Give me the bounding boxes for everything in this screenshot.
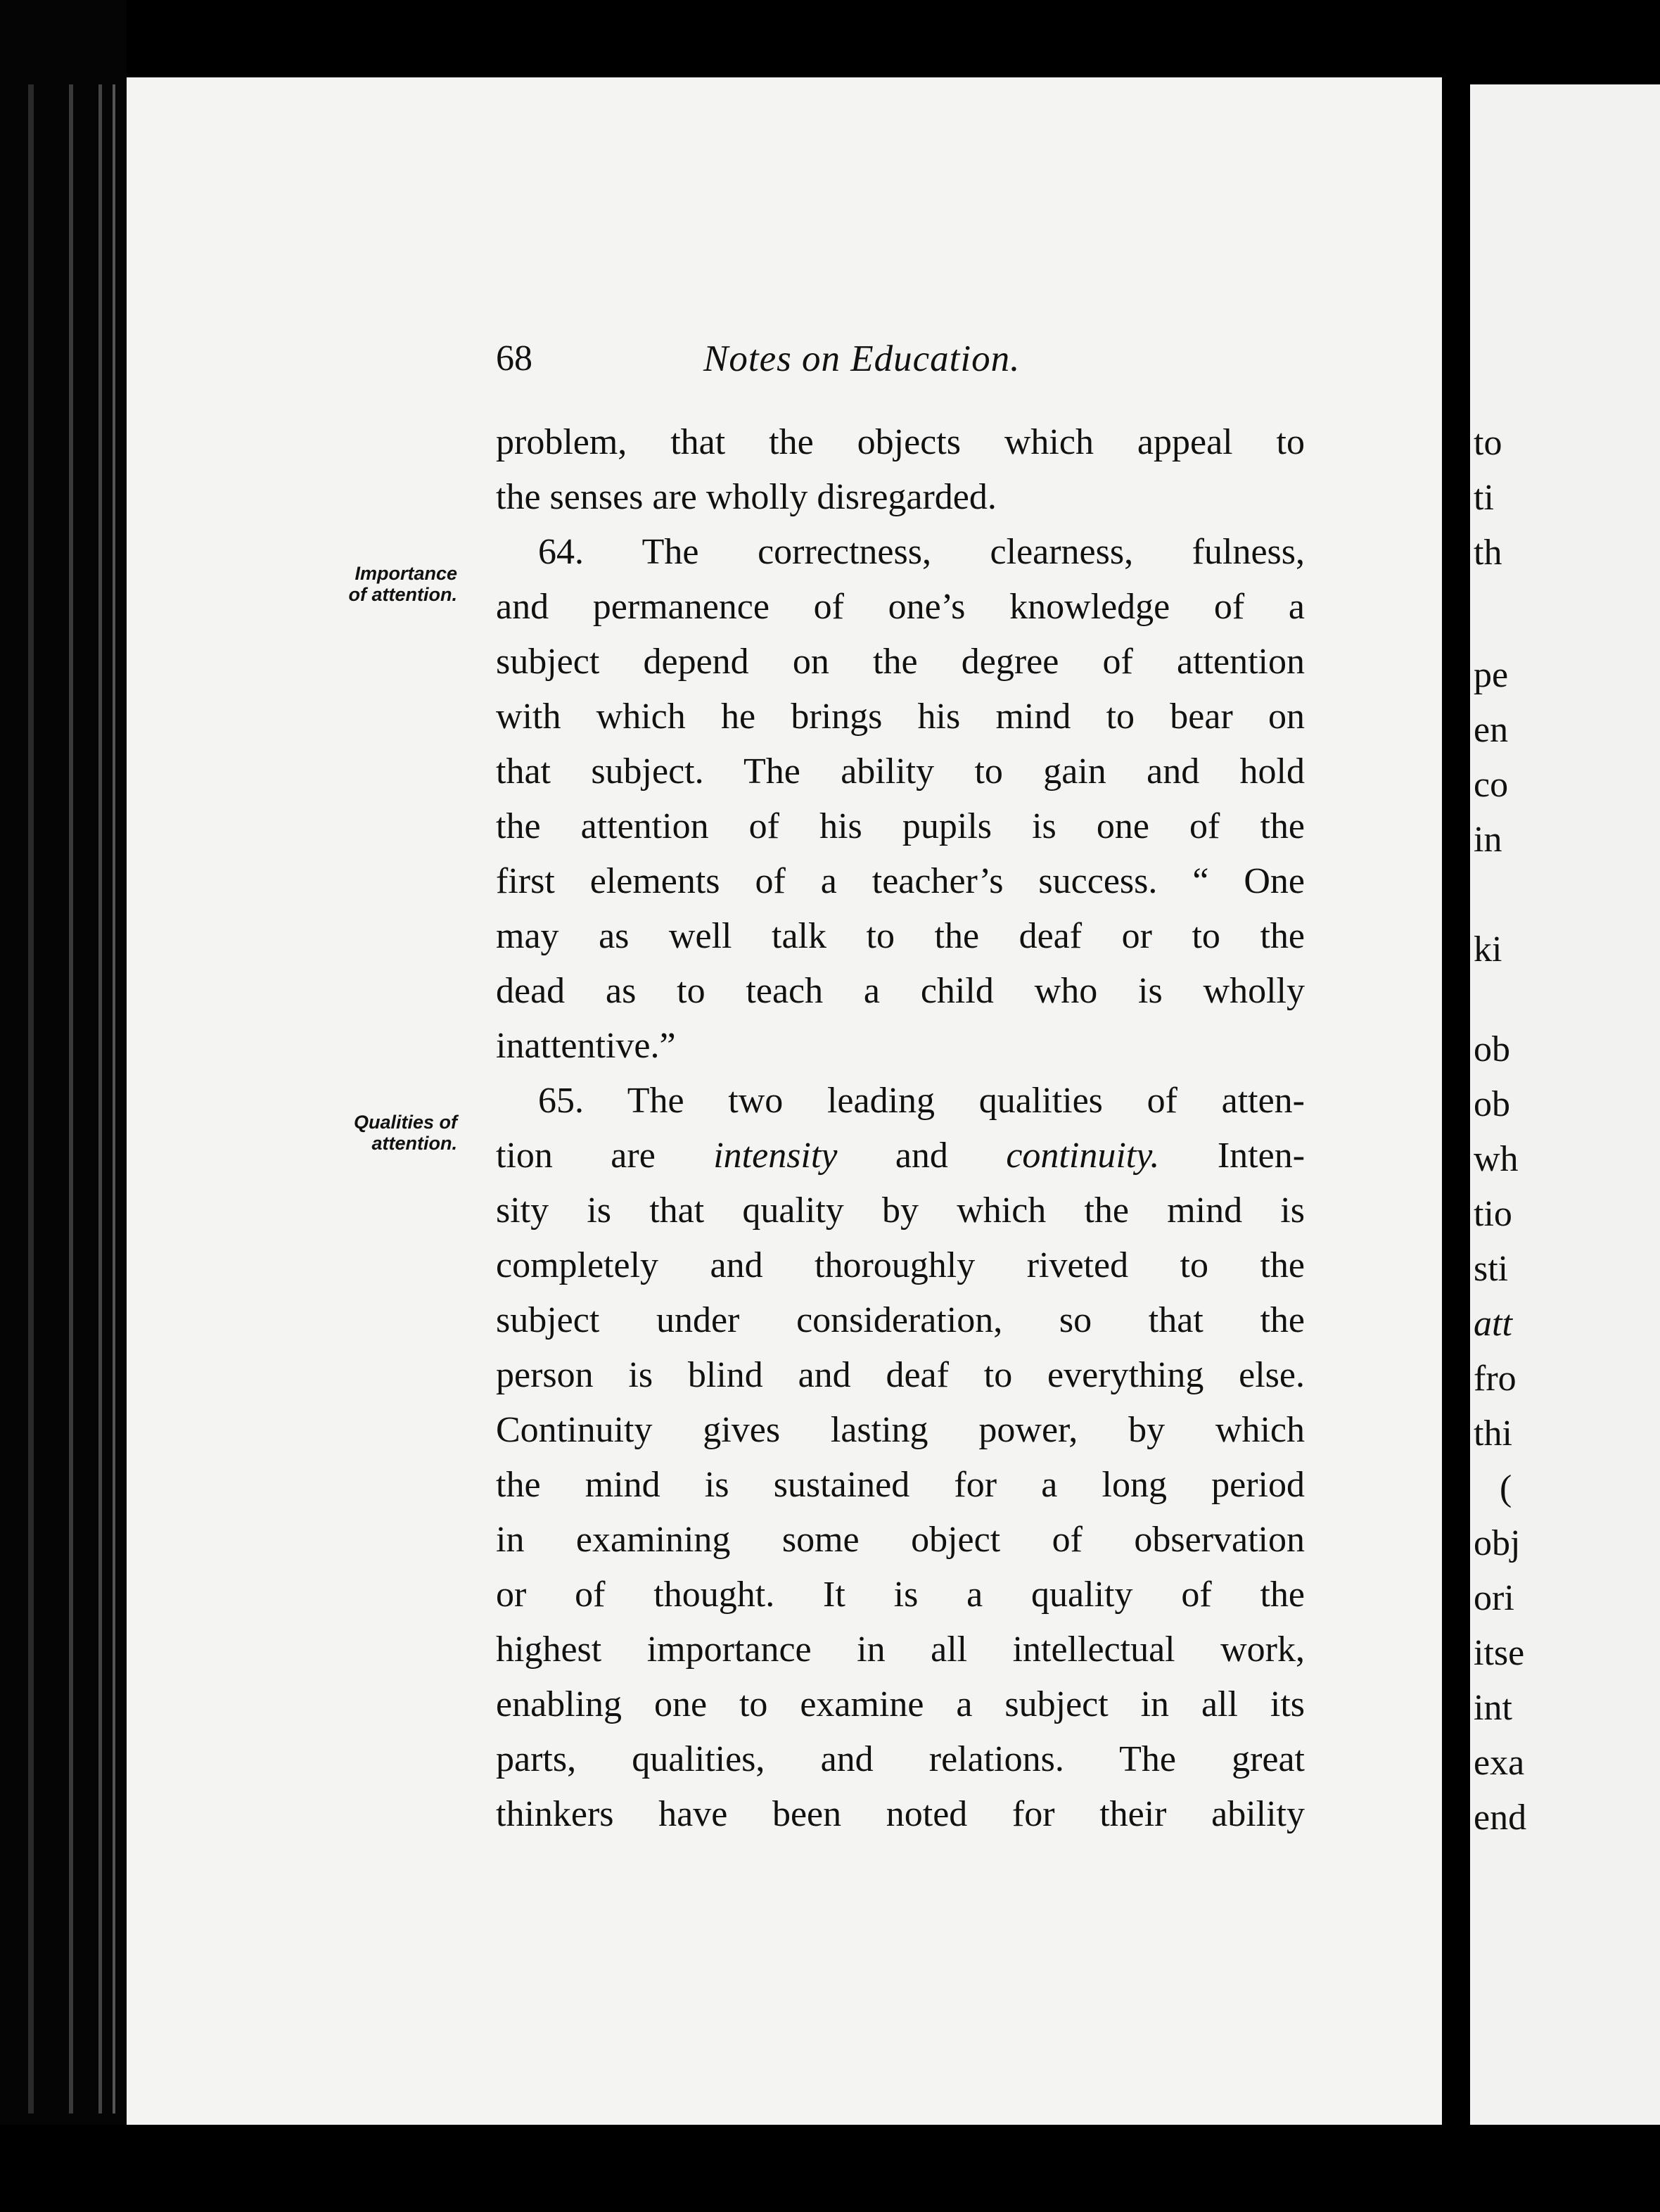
text-line: sity is that quality by which the mind is — [496, 1190, 1305, 1231]
text-line: first elements of a teacher’s success. “ One — [496, 861, 1305, 901]
facing-page-text: thi — [1474, 1413, 1512, 1454]
page-edge-strip — [69, 84, 73, 2114]
text-line: inattentive.” — [496, 1026, 676, 1066]
page-number: 68 — [496, 338, 532, 379]
text-line: dead as to teach a child who is wholly — [496, 971, 1305, 1011]
book-edge — [0, 0, 127, 2212]
text-line: in examining some object of observation — [496, 1520, 1305, 1560]
book-page — [127, 77, 1442, 2125]
facing-page-text: fro — [1474, 1359, 1517, 1399]
facing-page-fragment — [1470, 84, 1660, 2125]
sidenote-line: of attention. — [348, 584, 457, 605]
text-run: and — [895, 1136, 948, 1176]
facing-page-text: to — [1474, 423, 1502, 463]
text-line: person is blind and deaf to everything else. — [496, 1355, 1305, 1395]
facing-page-text: int — [1474, 1688, 1512, 1728]
facing-page-text: ti — [1474, 478, 1494, 518]
text-line: the attention of his pupils is one of the — [496, 806, 1305, 846]
text-line-mixed — [496, 1129, 1305, 1183]
facing-page-text: sti — [1474, 1249, 1509, 1289]
facing-page-text: en — [1474, 710, 1509, 750]
text-line: and permanence of one’s knowledge of a — [496, 587, 1305, 627]
text-line: may as well talk to the deaf or to the — [496, 916, 1305, 956]
text-line: the mind is sustained for a long period — [496, 1465, 1305, 1505]
facing-page-text: tio — [1474, 1194, 1512, 1234]
text-line: the senses are wholly disregarded. — [496, 477, 997, 517]
facing-page-text: wh — [1474, 1139, 1519, 1179]
text-line: Continuity gives lasting power, by which — [496, 1410, 1305, 1450]
text-line: completely and thoroughly riveted to the — [496, 1245, 1305, 1285]
paragraph-64-start: 64. The correctness, clearness, fulness, — [538, 532, 1305, 572]
facing-page-text: ob — [1474, 1084, 1510, 1124]
text-line: or of thought. It is a quality of the — [496, 1575, 1305, 1615]
scan-border-bottom — [0, 2125, 1660, 2212]
page-edge-strip — [98, 84, 102, 2114]
emphasis-continuity: continuity. — [1006, 1136, 1160, 1176]
facing-page-text: itse — [1474, 1633, 1525, 1673]
facing-page-text: ori — [1474, 1578, 1514, 1618]
body-text — [496, 415, 1305, 1842]
paragraph-65-start: 65. The two leading qualities of atten- — [538, 1081, 1305, 1121]
sidenote-line: attention. — [371, 1133, 457, 1154]
text-line: subject under consideration, so that the — [496, 1300, 1305, 1340]
facing-page-text: th — [1474, 533, 1502, 573]
text-line: thinkers have been noted for their ability — [496, 1794, 1305, 1834]
facing-page-text: co — [1474, 765, 1509, 805]
facing-page-text: ( — [1500, 1468, 1512, 1508]
text-line: subject depend on the degree of attention — [496, 642, 1305, 682]
running-title: Notes on Education. — [703, 338, 1021, 379]
text-run: tion are — [496, 1136, 656, 1176]
text-line: problem, that the objects which appeal to — [496, 422, 1305, 462]
page-edge-strip — [113, 84, 115, 2114]
facing-page-text: in — [1474, 820, 1502, 860]
page-header — [496, 338, 1270, 394]
sidenote-line: Importance — [355, 563, 457, 584]
facing-page-text: end — [1474, 1798, 1527, 1838]
sidenote-line: Qualities of — [353, 1112, 457, 1133]
text-line: that subject. The ability to gain and hold — [496, 751, 1305, 792]
sidenote-importance-of-attention — [302, 563, 457, 605]
text-line: highest importance in all intellectual work, — [496, 1629, 1305, 1670]
facing-page-text: obj — [1474, 1523, 1521, 1563]
facing-page-text: pe — [1474, 655, 1509, 695]
facing-page-text: ob — [1474, 1029, 1510, 1069]
emphasis-intensity: intensity — [713, 1136, 838, 1176]
facing-page-text: att — [1474, 1304, 1512, 1344]
page-edge-strip — [28, 84, 34, 2114]
text-line: enabling one to examine a subject in all its — [496, 1684, 1305, 1724]
text-line: parts, qualities, and relations. The great — [496, 1739, 1305, 1779]
sidenote-qualities-of-attention — [302, 1112, 457, 1154]
facing-page-text: exa — [1474, 1743, 1525, 1783]
text-line: with which he brings his mind to bear on — [496, 697, 1305, 737]
facing-page-text: ki — [1474, 929, 1502, 970]
text-run: Inten- — [1217, 1136, 1305, 1176]
